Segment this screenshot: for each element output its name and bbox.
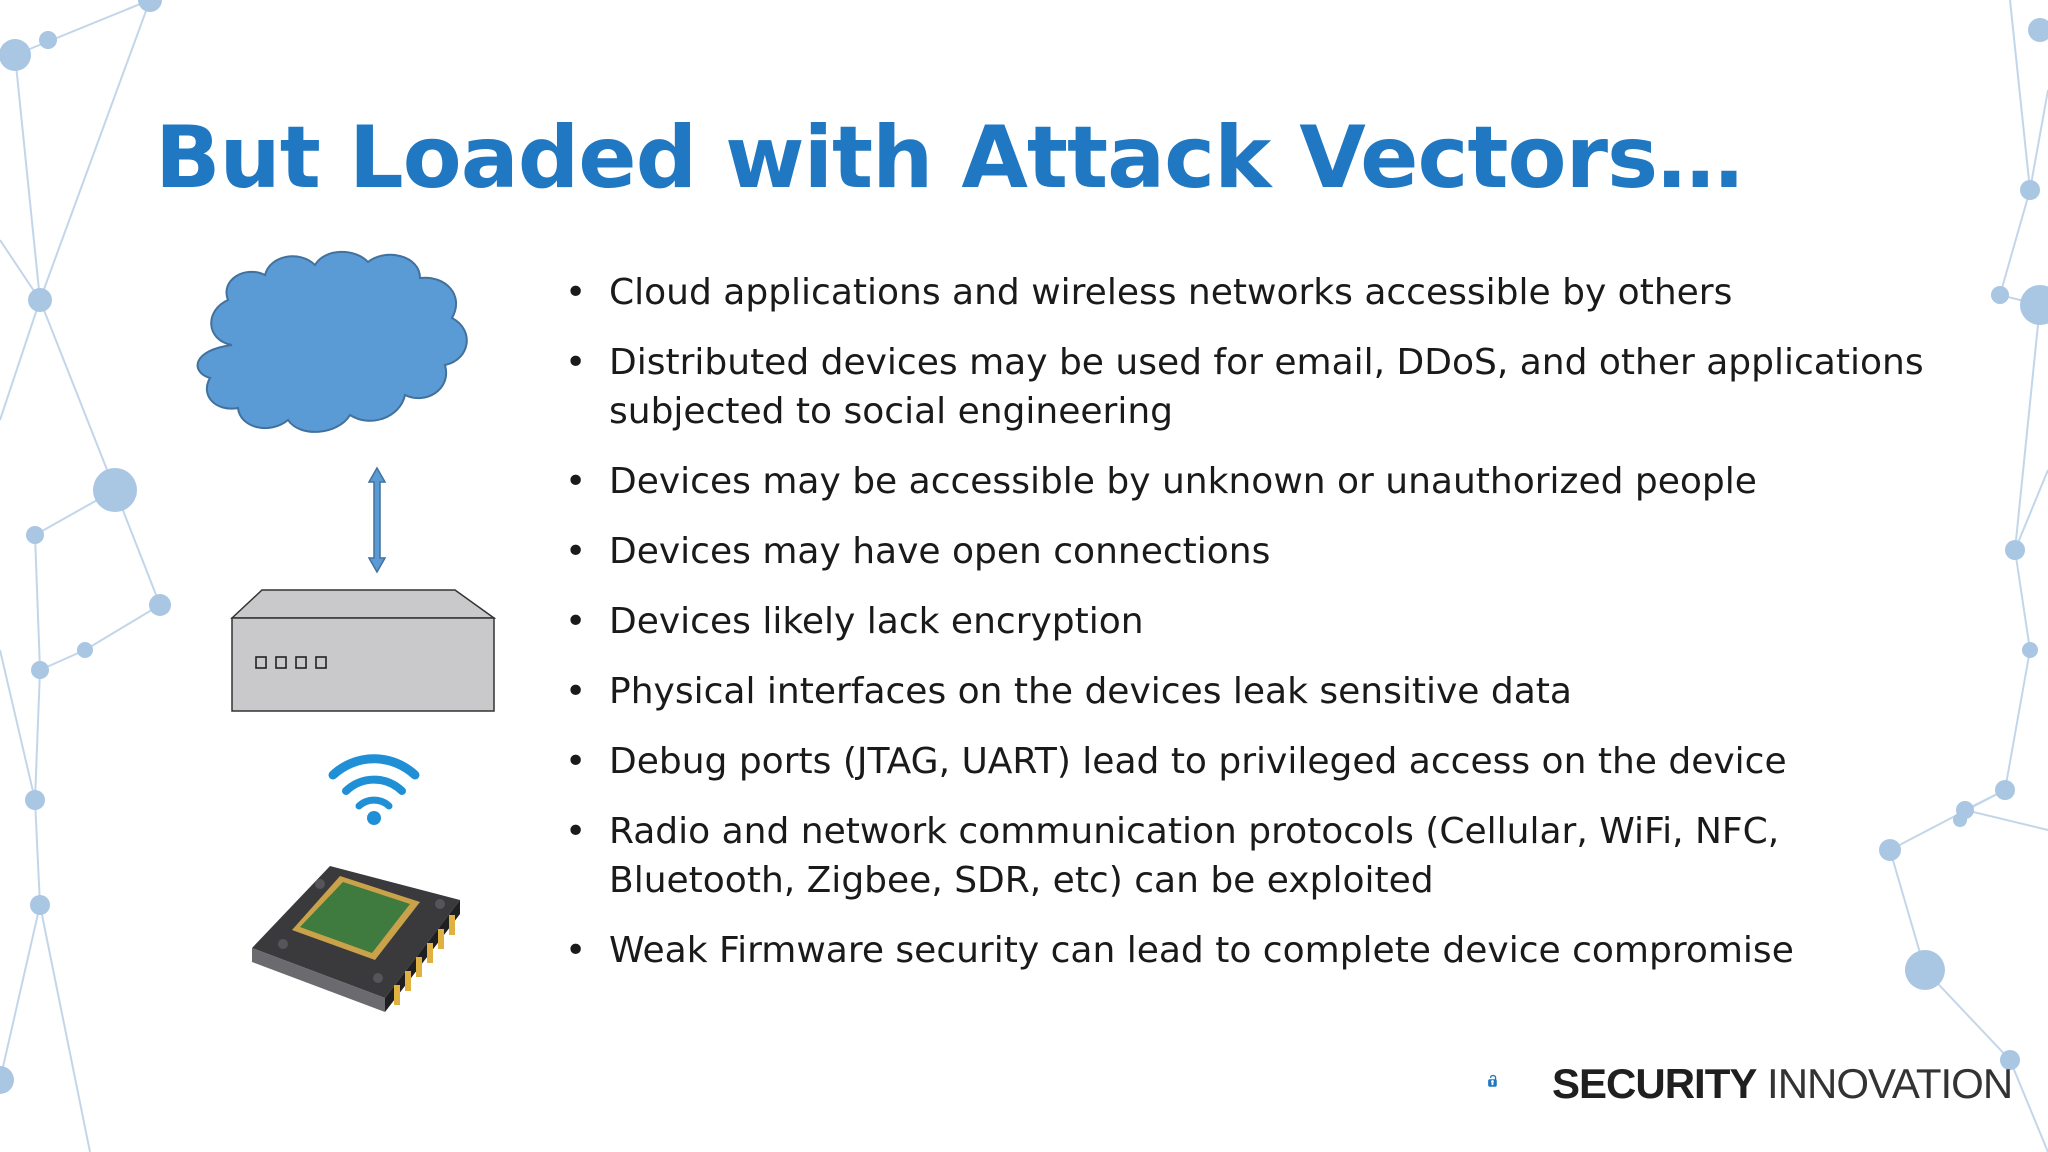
bullet-text: Devices likely lack encryption (609, 601, 1144, 642)
cloud-icon (198, 252, 467, 432)
bullet-text: Weak Firmware security can lead to complete device compromise (609, 930, 1794, 971)
list-item (565, 667, 1925, 716)
slide-title: But Loaded with Attack Vectors… (155, 108, 1743, 208)
list-item (565, 527, 1925, 576)
list-item (565, 457, 1925, 506)
bullet-marker: • (565, 272, 587, 313)
bullet-text: Devices may have open connections (609, 531, 1271, 572)
bullet-marker: • (565, 531, 587, 572)
bullet-text: Distributed devices may be used for email, DDoS, and other applications subjected to social engineering (609, 342, 1924, 432)
wifi-icon (333, 759, 415, 825)
bullet-text: Devices may be accessible by unknown or unauthorized people (609, 461, 1757, 502)
gateway-device-icon (232, 590, 494, 711)
bullet-text: Cloud applications and wireless networks accessible by others (609, 272, 1733, 313)
list-item (565, 926, 1925, 975)
attack-vector-list (565, 268, 1925, 996)
bullet-marker: • (565, 601, 587, 642)
bullet-marker: • (565, 741, 587, 782)
bullet-marker: • (565, 342, 587, 383)
chip-icon (252, 866, 460, 1012)
bullet-marker: • (565, 811, 587, 852)
bullet-text: Debug ports (JTAG, UART) lead to privileged access on the device (609, 741, 1787, 782)
list-item (565, 597, 1925, 646)
company-logo-wordmark (1552, 1060, 2012, 1108)
bullet-marker: • (565, 671, 587, 712)
bullet-marker: • (565, 930, 587, 971)
bullet-marker: • (565, 461, 587, 502)
bullet-text: Physical interfaces on the devices leak sensitive data (609, 671, 1572, 712)
iot-stack-illustration (0, 0, 600, 1152)
list-item (565, 737, 1925, 786)
bullet-text: Radio and network communication protocols (Cellular, WiFi, NFC, Bluetooth, Zigbee, SDR, etc) can be exploited (609, 811, 1780, 901)
list-item (565, 268, 1925, 317)
list-item (565, 338, 1925, 436)
double-arrow-icon (369, 468, 385, 572)
logo-text-light: INNOVATION (1767, 1060, 2013, 1107)
list-item (565, 807, 1925, 905)
logo-text-bold: SECURITY (1552, 1060, 1757, 1107)
